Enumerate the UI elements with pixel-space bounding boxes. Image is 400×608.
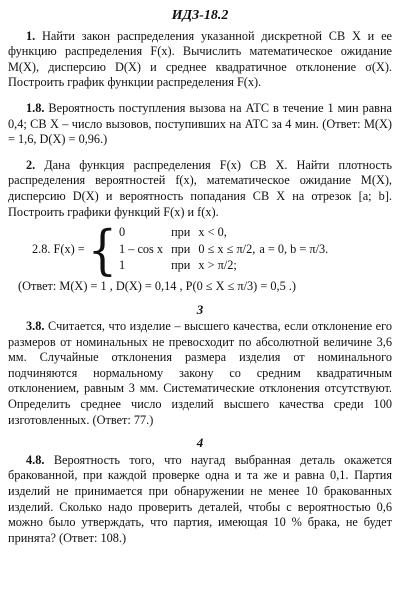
left-brace-icon: { xyxy=(87,218,117,281)
case-cond: при xyxy=(171,258,191,273)
case-cond: при xyxy=(171,225,191,240)
problem-4-8 xyxy=(8,453,392,547)
task-2-body: Дана функция распределения F(x) СВ X. Найти плотность распределения вероятностей f(x), математическое ожидание M(X), дисперсию D(X) и вероятность попадания СВ X на отрезок [a; b]. Построить графики функций F(x) и f(x). xyxy=(8,157,392,219)
problem-2-8-params: a = 0, b = π/3. xyxy=(259,241,329,256)
problem-4-8-number: 4.8. xyxy=(26,452,45,467)
problem-3-8 xyxy=(8,319,392,428)
page-title: ИДЗ-18.2 xyxy=(171,8,229,23)
section-4-heading: 4 xyxy=(196,435,204,451)
problem-1-8 xyxy=(8,101,392,148)
problem-1-8-number: 1.8. xyxy=(26,100,45,115)
problem-3-8-body: Считается, что изделие – высшего качества, если отклонение его размеров от номинальных не превосходит по абсолютной величине 3,6 мм. Случайные отклонения размера изделия от номинального подчиняются нормальному закону со средним квадратичным отклонением, равным 3 мм. Систематические отклонения отсутствуют. Определить среднее число изделий высшего качества среди 100 изготовленных. (Ответ: 77.) xyxy=(8,319,392,427)
section-3-heading: 3 xyxy=(196,301,204,317)
task-1-number: 1. xyxy=(26,28,36,43)
problem-4-8-body: Вероятность того, что наугад выбранная деталь окажется бракованной, при каждой проверке одна и та же и равна 0,1. Партия изделий не принимается при обнаружении не менее 10 бракованных изделий. Сколько надо проверить деталей, чтобы с вероятностью 0,6 можно было утверждать, что партия, имеющая 10 % брака, не будет принята? (Ответ: 108.) xyxy=(8,452,392,545)
task-1-body: Найти закон распределения указанной дискретной СВ X и ее функцию распределения F(x). Вычислить математическое ожидание M(X), дисперсию D(X) и среднее квадратичное отклонение σ(X). Построить график функции распределения F(x). xyxy=(8,28,392,90)
case-range: x < 0, xyxy=(198,225,227,240)
case-value: 1 – cos x xyxy=(119,241,164,256)
task-1-text xyxy=(8,29,392,91)
problem-2-8-label: 2.8. F(x) = xyxy=(32,241,85,256)
problem-1-8-body: Вероятность поступления вызова на АТС в течение 1 мин равна 0,4; СВ X – число вызовов, поступивших на АТС за 4 мин. (Ответ: M(X) = 1,6, D(X) = 0,96.) xyxy=(8,100,392,147)
case-value: 0 xyxy=(119,225,126,240)
case-range: 0 ≤ x ≤ π/2, xyxy=(198,241,256,256)
document-page xyxy=(0,8,400,608)
problem-3-8-number: 3.8. xyxy=(26,319,45,334)
problem-2-8-formula xyxy=(32,218,392,281)
piecewise-cases xyxy=(119,225,255,274)
case-cond: при xyxy=(171,241,191,256)
task-2-text xyxy=(8,158,392,220)
case-value: 1 xyxy=(119,258,126,273)
case-range: x > π/2; xyxy=(198,258,237,273)
task-2-number: 2. xyxy=(26,157,36,172)
problem-2-8-answer: (Ответ: M(X) = 1 , D(X) = 0,14 , P(0 ≤ X ≤ π/3) = 0,5 .) xyxy=(18,278,296,293)
